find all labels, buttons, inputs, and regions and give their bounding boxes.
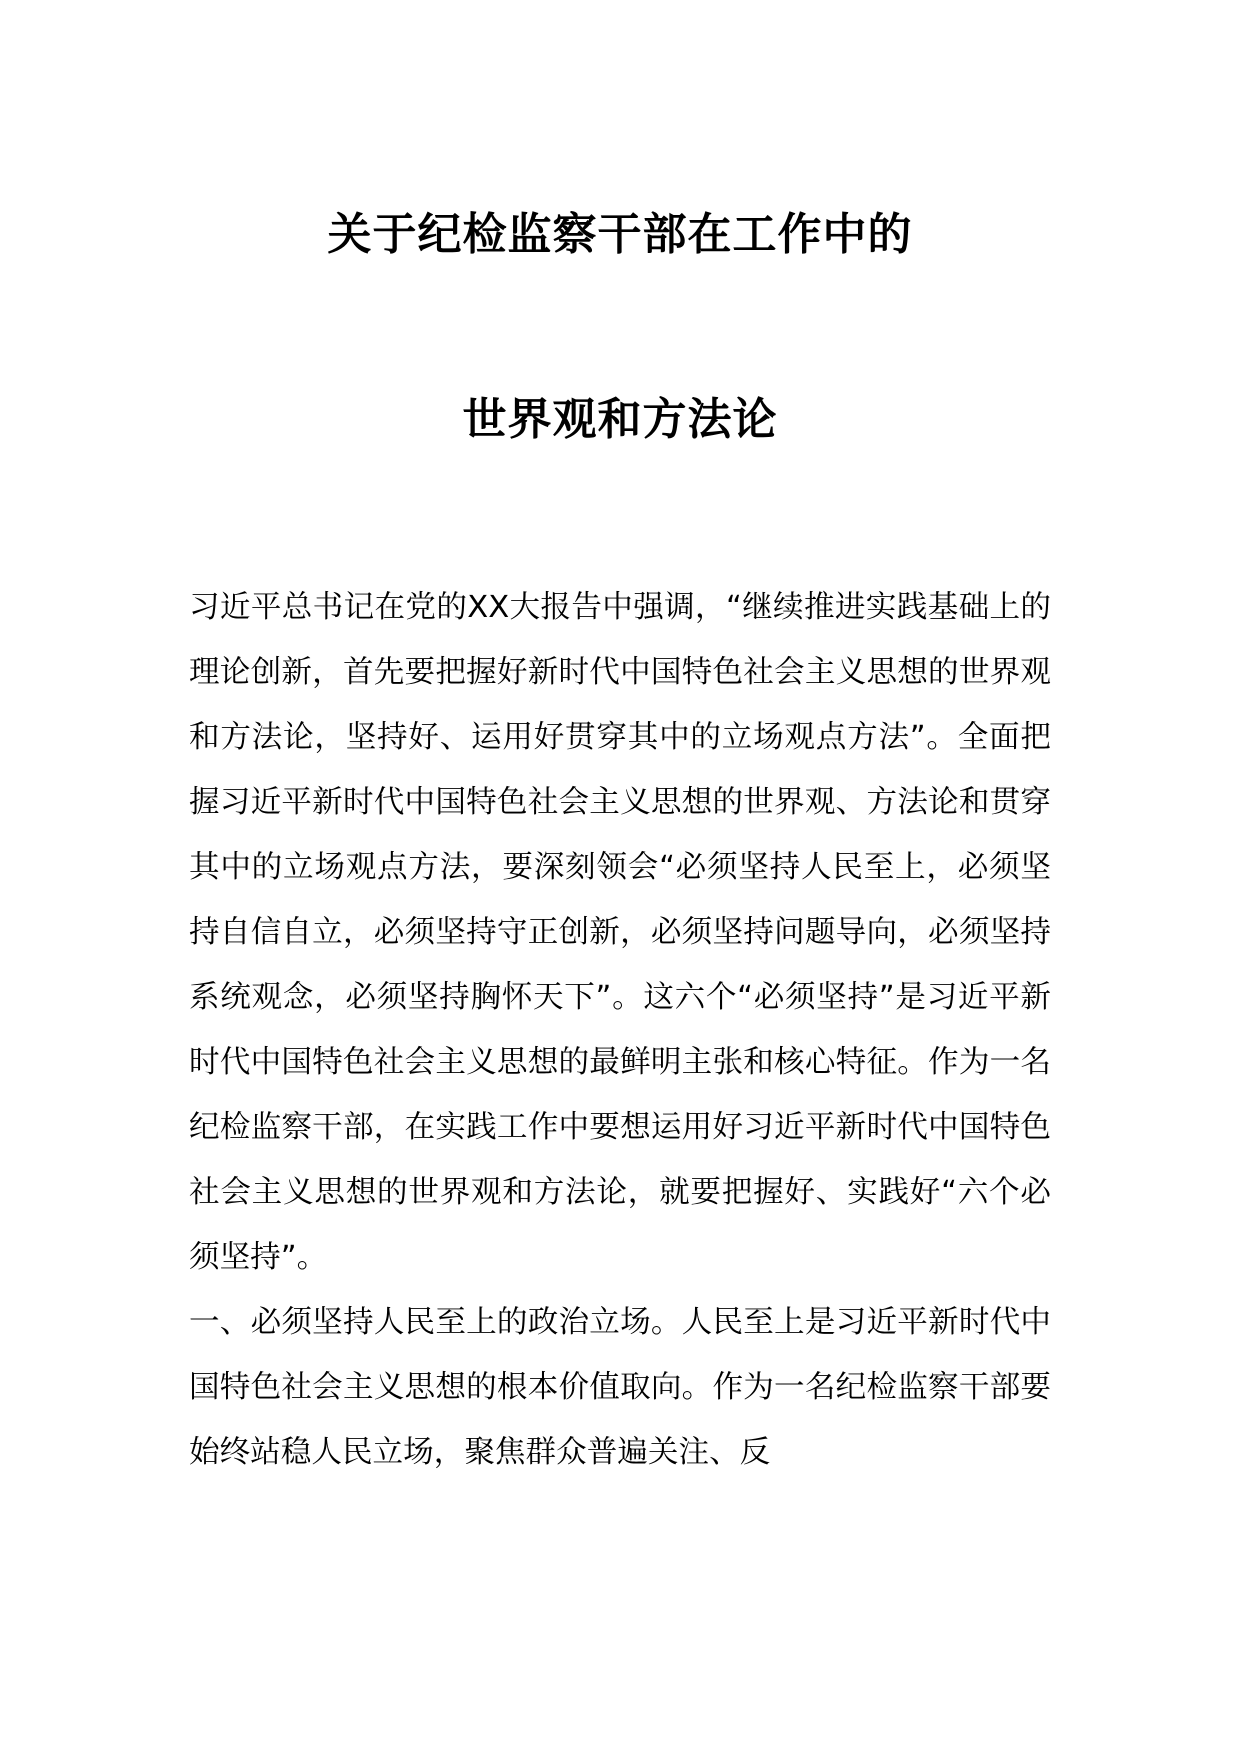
document-body: [189, 575, 1051, 1485]
body-paragraph-section-1: 一、必须坚持人民至上的政治立场。人民至上是习近平新时代中国特色社会主义思想的根本价值取向。作为一名纪检监察干部要始终站稳人民立场，聚焦群众普遍关注、反: [189, 1305, 1051, 1470]
body-paragraph-intro: 习近平总书记在党的XX大报告中强调，“继续推进实践基础上的理论创新，首先要把握好新时代中国特色社会主义思想的世界观和方法论，坚持好、运用好贯穿其中的立场观点方法”。全面把握习近平新时代中国特色社会主义思想的世界观、方法论和贯穿其中的立场观点方法，要深刻领会“必须坚持人民至上，必须坚持自信自立，必须坚持守正创新，必须坚持问题导向，必须坚持系统观念，必须坚持胸怀天下”。这六个“必须坚持”是习近平新时代中国特色社会主义思想的最鲜明主张和核心特征。作为一名纪检监察干部，在实践工作中要想运用好习近平新时代中国特色社会主义思想的世界观和方法论，就要把握好、实践好“六个必须坚持”。: [189, 590, 1051, 1275]
document-title-line-2: 世界观和方法论: [462, 394, 778, 445]
document-title-line-1: 关于纪检监察干部在工作中的: [327, 209, 913, 260]
